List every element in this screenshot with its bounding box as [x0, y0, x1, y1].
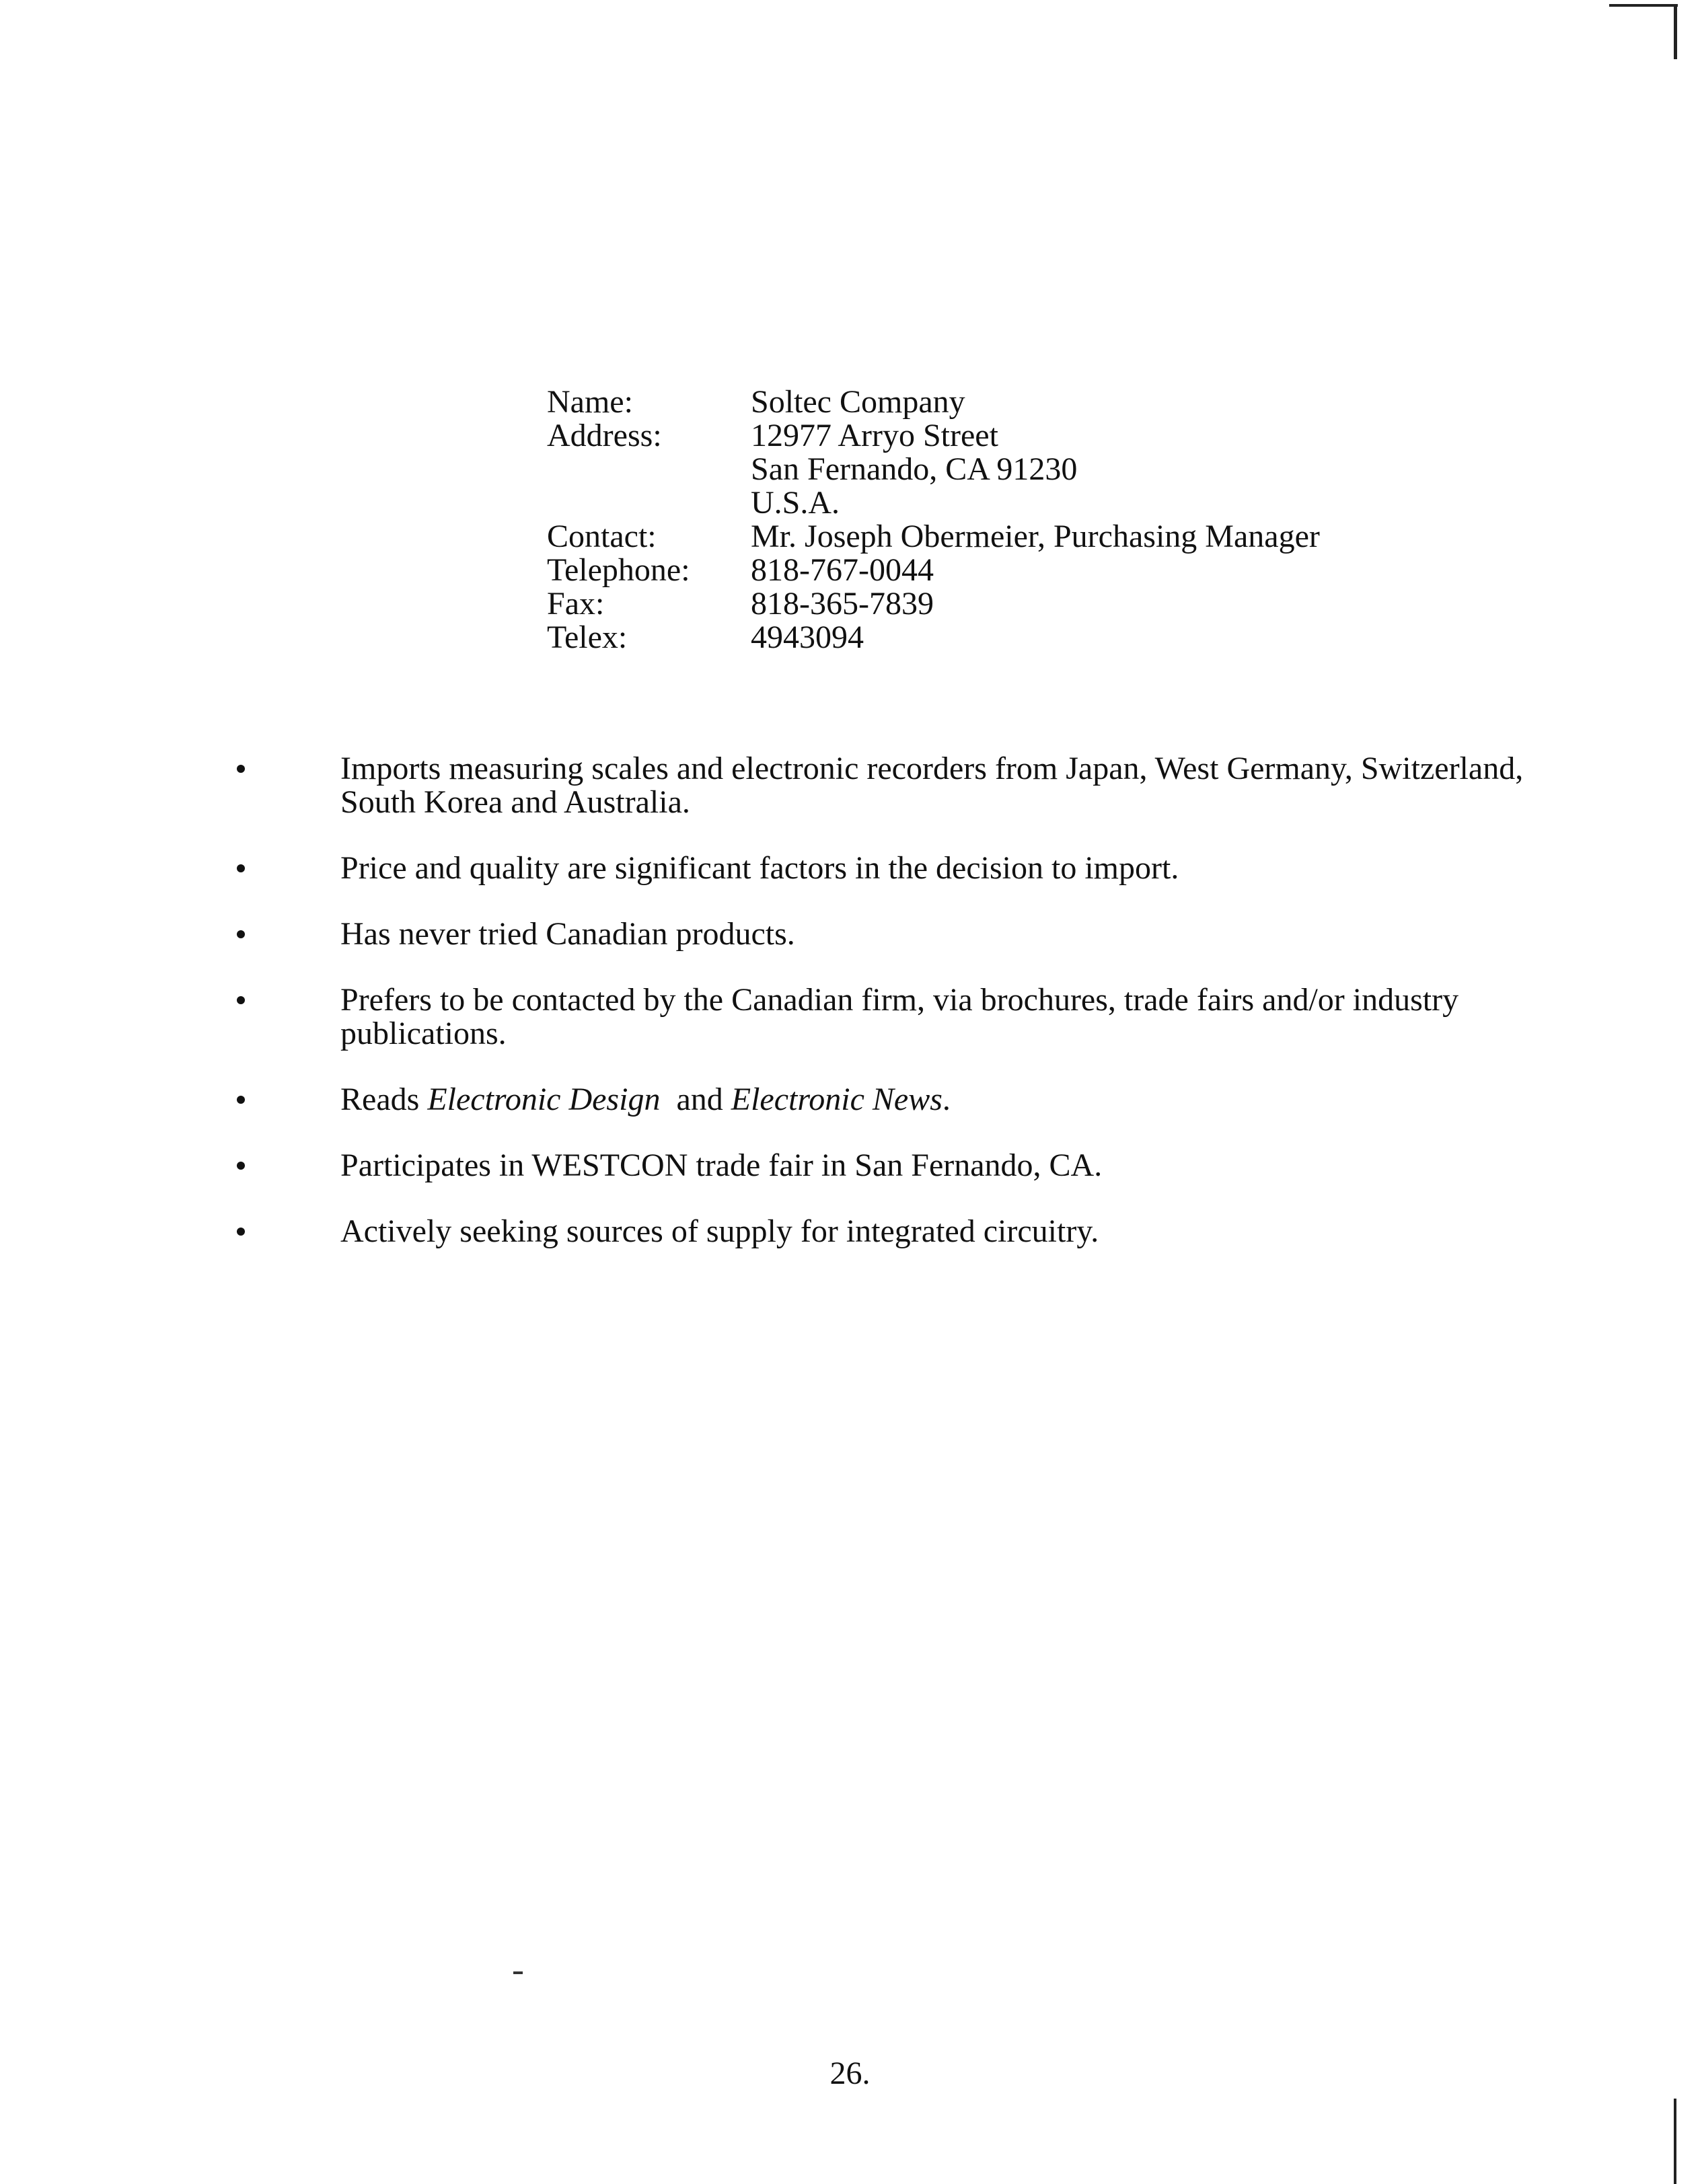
list-item-text — [340, 1083, 1551, 1117]
list-item — [0, 983, 1551, 1051]
scan-edge-mark-top — [1609, 4, 1678, 7]
scan-edge-mark-right-top — [1674, 5, 1677, 59]
address-country: U.S.A. — [751, 485, 840, 521]
fax-number: 818-365-7839 — [751, 586, 934, 622]
list-item — [0, 917, 1551, 951]
list-item-text: Price and quality are significant factors in the decision to import. — [340, 850, 1179, 886]
contact-label: Telephone: — [547, 552, 690, 588]
contact-label: Name: — [547, 384, 633, 420]
list-item — [0, 1149, 1551, 1182]
list-item — [0, 752, 1551, 819]
list-item — [0, 852, 1551, 885]
list-item-text: Has never tried Canadian products. — [340, 916, 795, 952]
contact-row-name — [547, 385, 1556, 419]
scan-artifact-dash — [513, 1971, 523, 1974]
contact-row-address — [547, 419, 1556, 453]
company-facts-list — [0, 752, 1700, 1281]
publication-title: Electronic News — [731, 1082, 943, 1117]
bullet-icon — [237, 1228, 245, 1236]
bullet-icon — [237, 1162, 245, 1170]
reads-suffix: . — [942, 1082, 951, 1117]
contact-label: Fax: — [547, 586, 605, 622]
bullet-icon — [237, 1096, 245, 1104]
list-item-text: Prefers to be contacted by the Canadian firm, via brochures, trade fairs and/or industry publications. — [340, 982, 1459, 1051]
bullet-icon — [237, 765, 245, 773]
publication-title: Electronic Design — [427, 1082, 661, 1117]
contact-label — [547, 453, 751, 486]
list-item — [0, 1083, 1551, 1117]
company-contact-block — [547, 385, 1556, 654]
contact-row-address-city — [547, 453, 1556, 486]
company-name: Soltec Company — [751, 384, 965, 420]
reads-and: and — [660, 1082, 731, 1117]
address-street: 12977 Arryo Street — [751, 418, 998, 453]
contact-label: Address: — [547, 418, 662, 453]
contact-label: Telex: — [547, 619, 628, 655]
telex-number: 4943094 — [751, 619, 864, 655]
contact-label: Contact: — [547, 519, 657, 554]
contact-row-telex — [547, 621, 1556, 654]
list-item-text: Participates in WESTCON trade fair in San Fernando, CA. — [340, 1147, 1103, 1183]
contact-person: Mr. Joseph Obermeier, Purchasing Manager — [751, 519, 1320, 554]
reads-prefix: Reads — [340, 1082, 428, 1117]
contact-row-contact — [547, 520, 1556, 554]
contact-row-telephone — [547, 554, 1556, 587]
bullet-icon — [237, 930, 245, 938]
address-city: San Fernando, CA 91230 — [751, 451, 1078, 487]
contact-row-address-country — [547, 486, 1556, 520]
page-number: 26. — [829, 2056, 871, 2091]
contact-label — [547, 486, 751, 520]
scan-edge-mark-right-bottom — [1674, 2099, 1676, 2184]
list-item — [0, 1215, 1551, 1248]
list-item-text: Actively seeking sources of supply for integrated circuitry. — [340, 1213, 1099, 1249]
bullet-icon — [237, 996, 245, 1004]
list-item-text: Imports measuring scales and electronic recorders from Japan, West Germany, Switzerland, South Korea and Australia. — [340, 751, 1524, 820]
contact-row-fax — [547, 587, 1556, 621]
telephone-number: 818-767-0044 — [751, 552, 934, 588]
bullet-icon — [237, 864, 245, 872]
